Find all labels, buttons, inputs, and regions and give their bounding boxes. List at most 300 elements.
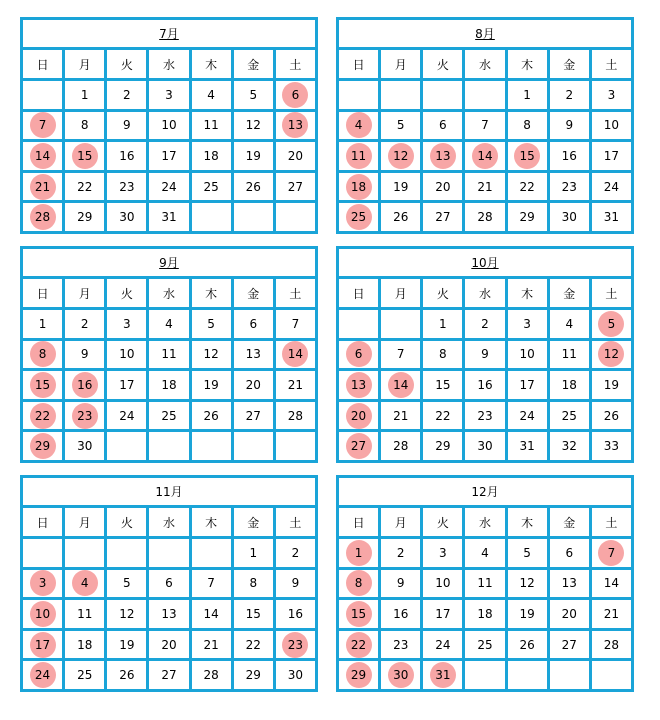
date: 20 <box>161 637 177 652</box>
day-cell <box>506 431 548 462</box>
date: 25 <box>161 408 177 423</box>
date: 6 <box>439 118 447 133</box>
day-cell <box>590 599 632 630</box>
day-cell <box>464 202 506 233</box>
holiday-date: 27 <box>346 433 372 459</box>
holiday-date: 6 <box>346 341 372 367</box>
holiday-date: 4 <box>72 570 98 596</box>
day-cell <box>64 538 106 569</box>
day-cell <box>422 309 464 340</box>
date: 25 <box>203 179 219 194</box>
day-cell <box>64 110 106 141</box>
day-cell <box>106 80 148 111</box>
day-cell <box>548 431 590 462</box>
holiday-date: 6 <box>282 82 308 108</box>
day-cell <box>548 370 590 401</box>
day-cell <box>380 110 422 141</box>
date: 8 <box>80 118 89 133</box>
day-cell <box>64 431 106 462</box>
day-cell <box>380 660 422 691</box>
day-cell <box>148 141 190 172</box>
weekday-header: 月 <box>380 49 422 80</box>
day-cell <box>22 141 64 172</box>
date: 18 <box>477 606 493 621</box>
holiday-date: 8 <box>30 341 56 367</box>
date: 6 <box>249 316 258 331</box>
day-cell <box>22 431 64 462</box>
day-cell <box>106 568 148 599</box>
week-row <box>22 629 317 660</box>
day-cell <box>274 599 316 630</box>
date: 16 <box>561 148 577 163</box>
day-cell <box>64 80 106 111</box>
holiday-date: 3 <box>30 570 56 596</box>
day-cell <box>274 309 316 340</box>
day-cell <box>548 629 590 660</box>
date: 27 <box>245 408 261 423</box>
weekday-header: 土 <box>274 278 316 309</box>
weekday-header: 水 <box>464 278 506 309</box>
holiday-date: 28 <box>30 204 56 230</box>
day-cell <box>338 629 380 660</box>
date: 15 <box>245 606 261 621</box>
day-cell <box>464 629 506 660</box>
day-cell <box>148 431 190 462</box>
weekday-header: 土 <box>590 507 632 538</box>
day-cell <box>274 538 316 569</box>
day-cell <box>590 202 632 233</box>
day-cell <box>22 400 64 431</box>
holiday-date: 25 <box>346 204 372 230</box>
date: 3 <box>165 87 173 102</box>
day-cell <box>190 568 232 599</box>
day-cell <box>338 202 380 233</box>
date: 5 <box>123 576 131 591</box>
date: 23 <box>477 408 493 423</box>
holiday-date: 13 <box>430 143 456 169</box>
day-cell <box>64 370 106 401</box>
holiday-date: 23 <box>282 632 308 658</box>
date: 16 <box>287 606 304 621</box>
day-cell <box>106 141 148 172</box>
day-cell <box>590 339 632 370</box>
date: 27 <box>161 668 177 683</box>
weekday-header: 金 <box>548 507 590 538</box>
month-title: 7月 <box>159 27 179 41</box>
date: 30 <box>561 210 577 225</box>
date: 14 <box>603 576 620 591</box>
date: 2 <box>123 87 131 102</box>
week-row <box>338 431 633 462</box>
date: 21 <box>287 377 304 392</box>
date: 9 <box>481 347 489 362</box>
day-cell <box>548 309 590 340</box>
day-cell <box>338 538 380 569</box>
holiday-date: 11 <box>346 143 372 169</box>
date: 24 <box>119 408 135 423</box>
date: 13 <box>161 606 177 621</box>
date: 28 <box>393 439 409 454</box>
holiday-date: 21 <box>30 174 56 200</box>
day-cell <box>590 171 632 202</box>
holiday-date: 20 <box>346 403 372 429</box>
holiday-date: 14 <box>472 143 498 169</box>
date: 16 <box>477 377 493 392</box>
day-cell <box>506 339 548 370</box>
date: 5 <box>396 118 405 133</box>
day-cell <box>106 660 148 691</box>
day-cell <box>64 171 106 202</box>
day-cell <box>548 80 590 111</box>
day-cell <box>590 110 632 141</box>
date: 2 <box>481 316 489 331</box>
date: 26 <box>393 210 409 225</box>
weekday-header: 土 <box>590 49 632 80</box>
date: 17 <box>119 377 135 392</box>
day-cell <box>422 370 464 401</box>
holiday-date: 17 <box>30 632 56 658</box>
date: 27 <box>435 210 451 225</box>
month-title: 11月 <box>155 485 183 499</box>
day-cell <box>148 629 190 660</box>
date: 21 <box>203 637 219 652</box>
date: 11 <box>77 606 93 621</box>
date: 11 <box>561 347 577 362</box>
day-cell <box>190 171 232 202</box>
day-cell <box>148 599 190 630</box>
date: 24 <box>519 408 535 423</box>
day-cell <box>148 400 190 431</box>
month-calendar <box>20 246 318 463</box>
day-cell <box>232 171 274 202</box>
date: 12 <box>519 576 535 591</box>
day-cell <box>106 400 148 431</box>
date: 12 <box>119 606 135 621</box>
date: 17 <box>603 148 620 163</box>
day-cell <box>232 599 274 630</box>
day-cell <box>338 110 380 141</box>
date: 9 <box>396 576 405 591</box>
holiday-date: 15 <box>30 372 56 398</box>
date: 28 <box>603 637 620 652</box>
day-cell <box>148 538 190 569</box>
date: 19 <box>519 606 535 621</box>
month-title: 8月 <box>475 27 495 41</box>
holiday-date: 30 <box>388 662 414 688</box>
date: 19 <box>203 377 219 392</box>
date: 16 <box>119 148 135 163</box>
week-row <box>338 80 633 111</box>
date: 9 <box>80 347 89 362</box>
day-cell <box>548 202 590 233</box>
day-cell <box>64 660 106 691</box>
holiday-date: 15 <box>346 601 372 627</box>
date: 26 <box>203 408 219 423</box>
date: 20 <box>435 179 451 194</box>
weekday-header: 木 <box>506 49 548 80</box>
day-cell <box>232 400 274 431</box>
day-cell <box>506 660 548 691</box>
day-cell <box>422 80 464 111</box>
holiday-date: 5 <box>598 311 624 337</box>
date: 10 <box>435 576 451 591</box>
date: 4 <box>565 316 574 331</box>
weekday-header: 月 <box>64 49 106 80</box>
date: 26 <box>519 637 535 652</box>
date: 22 <box>245 637 261 652</box>
month-title-cell <box>338 477 633 507</box>
day-cell <box>274 431 316 462</box>
month-calendar <box>20 475 318 692</box>
weekday-header: 木 <box>506 507 548 538</box>
date: 25 <box>77 668 93 683</box>
day-cell <box>338 80 380 111</box>
date: 18 <box>561 377 577 392</box>
day-cell <box>190 660 232 691</box>
month-title: 9月 <box>159 256 179 270</box>
date: 17 <box>519 377 535 392</box>
day-cell <box>338 171 380 202</box>
day-cell <box>190 431 232 462</box>
week-row <box>338 370 633 401</box>
day-cell <box>148 339 190 370</box>
date: 28 <box>477 210 493 225</box>
day-cell <box>380 599 422 630</box>
day-cell <box>338 400 380 431</box>
week-row <box>338 538 633 569</box>
day-cell <box>106 538 148 569</box>
week-row <box>22 80 317 111</box>
weekday-header: 木 <box>190 278 232 309</box>
weekday-header: 金 <box>548 278 590 309</box>
holiday-date: 14 <box>388 372 414 398</box>
day-cell <box>380 141 422 172</box>
day-cell <box>190 202 232 233</box>
month-title-cell <box>22 477 317 507</box>
date: 21 <box>393 408 409 423</box>
day-cell <box>190 370 232 401</box>
holiday-date: 4 <box>346 112 372 138</box>
day-cell <box>548 339 590 370</box>
month-table <box>336 17 634 234</box>
holiday-date: 14 <box>30 143 56 169</box>
day-cell <box>22 110 64 141</box>
day-cell <box>232 431 274 462</box>
date: 1 <box>80 87 89 102</box>
weekday-header: 火 <box>422 49 464 80</box>
day-cell <box>338 660 380 691</box>
day-cell <box>590 431 632 462</box>
day-cell <box>64 629 106 660</box>
day-cell <box>106 629 148 660</box>
day-cell <box>274 141 316 172</box>
day-cell <box>380 431 422 462</box>
day-cell <box>148 660 190 691</box>
day-cell <box>380 629 422 660</box>
day-cell <box>148 370 190 401</box>
day-cell <box>506 309 548 340</box>
day-cell <box>464 339 506 370</box>
holiday-date: 23 <box>72 403 98 429</box>
day-cell <box>506 202 548 233</box>
date: 4 <box>481 545 489 560</box>
day-cell <box>590 568 632 599</box>
day-cell <box>422 110 464 141</box>
week-row <box>22 141 317 172</box>
date: 12 <box>245 118 261 133</box>
day-cell <box>22 538 64 569</box>
holiday-date: 29 <box>30 433 56 459</box>
date: 2 <box>80 316 89 331</box>
day-cell <box>22 309 64 340</box>
day-cell <box>148 309 190 340</box>
day-cell <box>590 400 632 431</box>
day-cell <box>590 538 632 569</box>
week-row <box>22 202 317 233</box>
week-row <box>338 660 633 691</box>
date: 24 <box>161 179 177 194</box>
date: 18 <box>77 637 93 652</box>
day-cell <box>548 400 590 431</box>
day-cell <box>22 339 64 370</box>
day-cell <box>106 339 148 370</box>
date: 14 <box>203 606 219 621</box>
day-cell <box>106 171 148 202</box>
date: 10 <box>519 347 535 362</box>
day-cell <box>148 171 190 202</box>
date: 3 <box>607 87 616 102</box>
date: 5 <box>523 545 531 560</box>
date: 26 <box>119 668 135 683</box>
month-calendar <box>336 475 634 692</box>
date: 4 <box>165 316 173 331</box>
holiday-date: 16 <box>72 372 98 398</box>
week-row <box>22 568 317 599</box>
day-cell <box>422 141 464 172</box>
date: 27 <box>287 179 304 194</box>
weekday-header: 木 <box>190 49 232 80</box>
day-cell <box>548 538 590 569</box>
date: 11 <box>477 576 493 591</box>
day-cell <box>464 171 506 202</box>
weekday-header: 水 <box>464 507 506 538</box>
day-cell <box>106 370 148 401</box>
date: 29 <box>519 210 535 225</box>
day-cell <box>464 400 506 431</box>
date: 1 <box>523 87 531 102</box>
day-cell <box>548 660 590 691</box>
date: 33 <box>603 439 620 454</box>
date: 1 <box>439 316 447 331</box>
week-row <box>22 538 317 569</box>
day-cell <box>232 339 274 370</box>
date: 11 <box>203 118 219 133</box>
day-cell <box>274 339 316 370</box>
date: 9 <box>565 118 574 133</box>
date: 10 <box>161 118 177 133</box>
day-cell <box>22 660 64 691</box>
date: 21 <box>477 179 493 194</box>
date: 1 <box>38 316 47 331</box>
date: 30 <box>477 439 493 454</box>
date: 31 <box>161 210 177 225</box>
date: 32 <box>561 439 577 454</box>
holiday-date: 18 <box>346 174 372 200</box>
holiday-date: 13 <box>282 112 308 138</box>
day-cell <box>464 599 506 630</box>
day-cell <box>232 370 274 401</box>
week-row <box>338 141 633 172</box>
date: 22 <box>435 408 451 423</box>
day-cell <box>106 431 148 462</box>
week-row <box>338 171 633 202</box>
date: 7 <box>291 316 300 331</box>
date: 8 <box>439 347 447 362</box>
date: 20 <box>287 148 304 163</box>
day-cell <box>464 110 506 141</box>
week-row <box>22 309 317 340</box>
holiday-date: 22 <box>346 632 372 658</box>
day-cell <box>190 339 232 370</box>
day-cell <box>338 141 380 172</box>
date: 2 <box>565 87 574 102</box>
day-cell <box>590 660 632 691</box>
date: 19 <box>393 179 409 194</box>
weekday-header: 土 <box>274 507 316 538</box>
day-cell <box>22 370 64 401</box>
day-cell <box>590 370 632 401</box>
holiday-date: 14 <box>282 341 308 367</box>
day-cell <box>380 568 422 599</box>
month-calendar <box>20 17 318 234</box>
date: 15 <box>435 377 451 392</box>
weekday-header: 火 <box>106 49 148 80</box>
week-row <box>22 660 317 691</box>
date: 16 <box>393 606 409 621</box>
date: 28 <box>203 668 219 683</box>
day-cell <box>506 370 548 401</box>
date: 3 <box>523 316 531 331</box>
day-cell <box>464 80 506 111</box>
day-cell <box>380 171 422 202</box>
date: 17 <box>161 148 177 163</box>
day-cell <box>22 80 64 111</box>
month-title: 10月 <box>471 256 499 270</box>
date: 24 <box>435 637 451 652</box>
holiday-date: 24 <box>30 662 56 688</box>
weekday-header: 木 <box>190 507 232 538</box>
date: 23 <box>561 179 577 194</box>
day-cell <box>106 110 148 141</box>
day-cell <box>64 599 106 630</box>
week-row <box>22 110 317 141</box>
day-cell <box>148 110 190 141</box>
day-cell <box>190 599 232 630</box>
weekday-header: 火 <box>106 278 148 309</box>
day-cell <box>548 141 590 172</box>
day-cell <box>464 568 506 599</box>
holiday-date: 29 <box>346 662 372 688</box>
date: 21 <box>603 606 620 621</box>
weekday-header: 月 <box>380 278 422 309</box>
week-row <box>22 599 317 630</box>
holiday-date: 15 <box>72 143 98 169</box>
day-cell <box>148 80 190 111</box>
date: 25 <box>561 408 577 423</box>
day-cell <box>232 568 274 599</box>
date: 10 <box>603 118 620 133</box>
weekday-header: 水 <box>464 49 506 80</box>
